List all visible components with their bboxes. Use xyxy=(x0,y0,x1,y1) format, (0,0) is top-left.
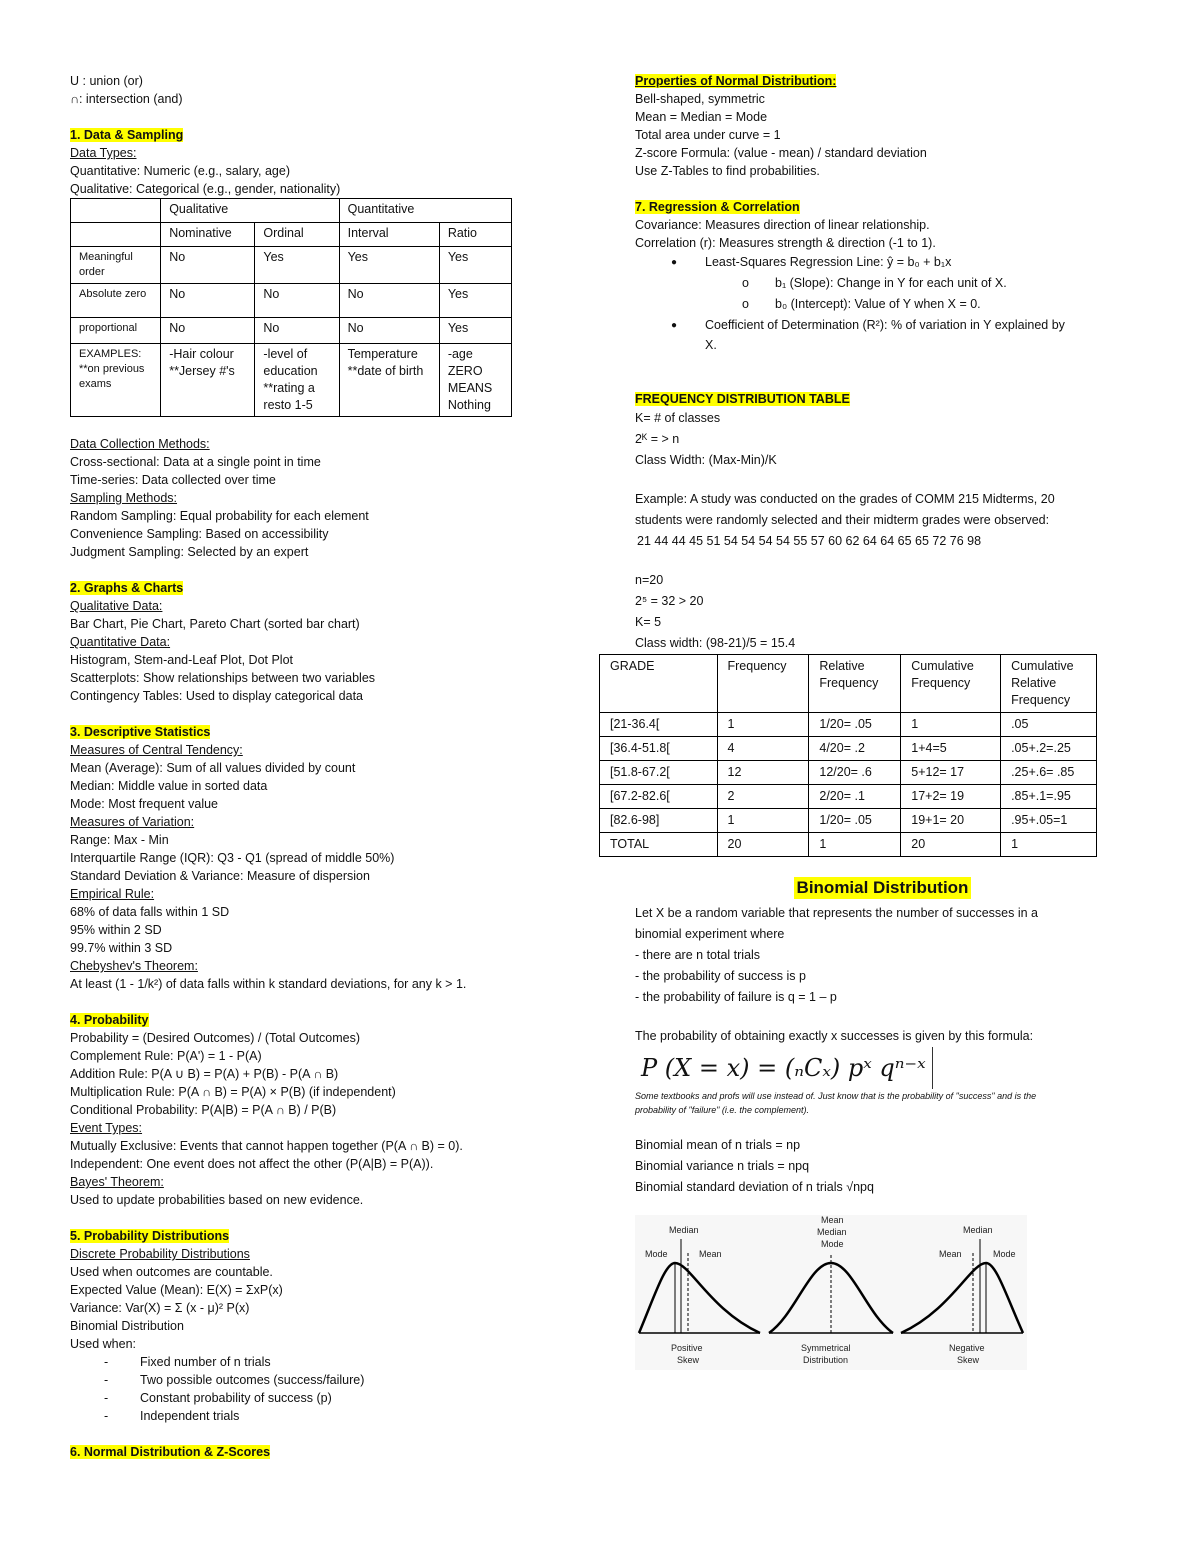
header-nominative: Nominative xyxy=(161,223,255,247)
cod-text: Coefficient of Determination (R²): % of variation in Y explained by xyxy=(705,318,1065,332)
empirical-title: Empirical Rule: xyxy=(70,887,155,901)
right-column xyxy=(610,72,1130,1198)
section-3-heading: 3. Descriptive Statistics xyxy=(70,725,211,739)
correlation-text: Correlation (r): Measures strength & direction (-1 to 1). xyxy=(635,236,936,250)
formula-intro: The probability of obtaining exactly x successes is given by this formula: xyxy=(635,1029,1034,1043)
bayes-title: Bayes' Theorem: xyxy=(70,1175,164,1189)
sampling-methods-title: Sampling Methods: xyxy=(70,491,178,505)
event-types-title: Event Types: xyxy=(70,1121,143,1135)
table-cell: Yes xyxy=(439,318,511,344)
list-item: - Constant probability of success (p) xyxy=(104,1391,332,1405)
n-value: n=20 xyxy=(635,573,664,587)
quantitative-data-title: Quantitative Data: xyxy=(70,635,171,649)
range-text: Range: Max - Min xyxy=(70,833,169,847)
binomial-variance: Binomial variance n trials = npq xyxy=(635,1159,810,1173)
conditional-probability: Conditional Probability: P(A|B) = P(A ∩ B) / P(B) xyxy=(70,1103,337,1117)
intercept-text: b₀ (Intercept): Value of Y when X = 0. xyxy=(775,297,981,311)
class-width-value: Class width: (98-21)/5 = 15.4 xyxy=(635,636,796,650)
header-ratio: Ratio xyxy=(439,223,511,247)
power-value: 2⁵ = 32 > 20 xyxy=(635,594,704,608)
table-cell: No xyxy=(339,318,439,344)
list-item: - Two possible outcomes (success/failure) xyxy=(104,1373,365,1387)
chebyshev-title: Chebyshev's Theorem: xyxy=(70,959,198,973)
time-series-text: Time-series: Data collected over time xyxy=(70,473,276,487)
symmetric-median-label: Median xyxy=(817,1227,847,1237)
quantitative-charts-text: Histogram, Stem-and-Leaf Plot, Dot Plot xyxy=(70,653,294,667)
total-area-text: Total area under curve = 1 xyxy=(635,128,781,142)
chebyshev-text: At least (1 - 1/k²) of data falls within k standard deviations, for any k > 1. xyxy=(70,977,467,991)
header-cumulative-relative-frequency: Cumulative Relative Frequency xyxy=(1001,655,1097,713)
bayes-text: Used to update probabilities based on new evidence. xyxy=(70,1193,364,1207)
binomial-title: Binomial Distribution xyxy=(794,877,972,899)
cross-sectional-text: Cross-sectional: Data at a single point in time xyxy=(70,455,321,469)
variation-title: Measures of Variation: xyxy=(70,815,195,829)
symmetric-mode-label: Mode xyxy=(821,1239,844,1249)
table-cell: No xyxy=(255,284,339,318)
section-7-heading: 7. Regression & Correlation xyxy=(635,200,800,214)
union-definition: U : union (or) xyxy=(70,74,143,88)
mean-median-mode-text: Mean = Median = Mode xyxy=(635,110,768,124)
k-value: K= 5 xyxy=(635,615,662,629)
section-1-heading: 1. Data & Sampling xyxy=(70,128,184,142)
qualitative-charts-text: Bar Chart, Pie Chart, Pareto Chart (sorted bar chart) xyxy=(70,617,360,631)
positive-mode-label: Mode xyxy=(645,1249,668,1259)
left-column xyxy=(70,72,520,1461)
list-item: - Fixed number of n trials xyxy=(104,1355,271,1369)
normal-properties-heading: Properties of Normal Distribution: xyxy=(635,74,837,88)
section-6-heading: 6. Normal Distribution & Z-Scores xyxy=(70,1445,271,1459)
qualitative-data-title: Qualitative Data: xyxy=(70,599,163,613)
class-width-formula: Class Width: (Max-Min)/K xyxy=(635,453,777,467)
condition-trials: - there are n total trials xyxy=(635,948,761,962)
scatterplots-text: Scatterplots: Show relationships between two variables xyxy=(70,671,376,685)
binomial-intro-2: binomial experiment where xyxy=(635,927,785,941)
header-ordinal: Ordinal xyxy=(255,223,339,247)
ztables-text: Use Z-Tables to find probabilities. xyxy=(635,164,820,178)
countable-text: Used when outcomes are countable. xyxy=(70,1265,273,1279)
condition-failure: - the probability of failure is q = 1 – p xyxy=(635,990,837,1004)
qualitative-definition: Qualitative: Categorical (e.g., gender, nationality) xyxy=(70,182,341,196)
section-5-heading: 5. Probability Distributions xyxy=(70,1229,230,1243)
bullet-icon: ● xyxy=(671,320,678,331)
frequency-table xyxy=(599,654,1097,857)
header-grade: GRADE xyxy=(600,655,718,713)
negative-caption: Negative xyxy=(949,1343,985,1353)
example-line-1: Example: A study was conducted on the grades of COMM 215 Midterms, 20 xyxy=(635,492,1055,506)
list-item xyxy=(635,294,1130,315)
table-cell: No xyxy=(339,284,439,318)
negative-caption-2: Skew xyxy=(957,1355,980,1365)
negative-mean-label: Mean xyxy=(939,1249,962,1259)
k-definition: K= # of classes xyxy=(635,411,721,425)
table-cell: Yes xyxy=(255,247,339,284)
table-cell: No xyxy=(255,318,339,344)
collection-methods-title: Data Collection Methods: xyxy=(70,437,210,451)
table-row xyxy=(71,247,512,284)
skewness-diagram xyxy=(635,1215,1027,1370)
random-sampling-text: Random Sampling: Equal probability for each element xyxy=(70,509,369,523)
table-row xyxy=(71,284,512,318)
negative-mode-label: Mode xyxy=(993,1249,1016,1259)
independent-text: Independent: One event does not affect the other (P(A|B) = P(A)). xyxy=(70,1157,434,1171)
table-cell: Yes xyxy=(439,247,511,284)
section-4-heading: 4. Probability xyxy=(70,1013,149,1027)
table-cell: No xyxy=(161,247,255,284)
binomial-intro-1: Let X be a random variable that represents the number of successes in a xyxy=(635,906,1039,920)
header-interval: Interval xyxy=(339,223,439,247)
judgment-sampling-text: Judgment Sampling: Selected by an expert xyxy=(70,545,309,559)
header-relative-frequency: Relative Frequency xyxy=(809,655,901,713)
sd-text: Standard Deviation & Variance: Measure of dispersion xyxy=(70,869,370,883)
convenience-sampling-text: Convenience Sampling: Based on accessibility xyxy=(70,527,329,541)
mean-text: Mean (Average): Sum of all values divided by count xyxy=(70,761,356,775)
bullet-icon: o xyxy=(742,276,749,290)
symmetric-caption: Symmetrical xyxy=(801,1343,851,1353)
cod-text-continued: X. xyxy=(705,338,717,352)
positive-median-label: Median xyxy=(669,1225,699,1235)
header-cumulative-frequency: Cumulative Frequency xyxy=(901,655,1001,713)
probability-text: Probability = (Desired Outcomes) / (Total Outcomes) xyxy=(70,1031,361,1045)
discrete-title: Discrete Probability Distributions xyxy=(70,1247,250,1261)
header-quantitative: Quantitative xyxy=(339,199,511,223)
bullet-icon: o xyxy=(742,297,749,311)
zscore-formula-text: Z-score Formula: (value - mean) / standard deviation xyxy=(635,146,927,160)
mutually-exclusive-text: Mutually Exclusive: Events that cannot happen together (P(A ∩ B) = 0). xyxy=(70,1139,463,1153)
table-cell: Temperature **date of birth xyxy=(339,344,439,417)
slope-text: b₁ (Slope): Change in Y for each unit of X. xyxy=(775,276,1007,290)
table-cell: Yes xyxy=(439,284,511,318)
mode-text: Mode: Most frequent value xyxy=(70,797,218,811)
binomial-mean: Binomial mean of n trials = np xyxy=(635,1138,801,1152)
complement-rule: Complement Rule: P(A') = 1 - P(A) xyxy=(70,1049,262,1063)
table-row xyxy=(71,318,512,344)
binomial-formula: P (X = x) = (ₙCₓ) pˣ qⁿ⁻ˣ xyxy=(635,1047,933,1089)
lsrl-text: Least-Squares Regression Line: ŷ = b₀ + b₁x xyxy=(705,255,952,269)
row-label: proportional xyxy=(71,318,161,344)
measurement-scales-table xyxy=(70,198,512,417)
binomial-sd: Binomial standard deviation of n trials √npq xyxy=(635,1180,874,1194)
expected-value-text: Expected Value (Mean): E(X) = ΣxP(x) xyxy=(70,1283,283,1297)
table-row: [82.6-98] 1 1/20= .05 19+1= 20 .95+.05=1 xyxy=(600,809,1097,833)
symmetric-mean-label: Mean xyxy=(821,1215,844,1225)
table-row: [67.2-82.6[ 2 2/20= .1 17+2= 19 .85+.1=.95 xyxy=(600,785,1097,809)
contingency-text: Contingency Tables: Used to display categorical data xyxy=(70,689,363,703)
table-cell: No xyxy=(161,318,255,344)
positive-caption: Positive xyxy=(671,1343,703,1353)
table-row: TOTAL 20 1 20 1 xyxy=(600,833,1097,857)
bell-shaped-text: Bell-shaped, symmetric xyxy=(635,92,765,106)
two-power-k-text: 2ᴷ = > n xyxy=(635,432,680,446)
table-cell: -age ZERO MEANS Nothing xyxy=(439,344,511,417)
positive-mean-label: Mean xyxy=(699,1249,722,1259)
empirical-2sd: 95% within 2 SD xyxy=(70,923,162,937)
header-frequency: Frequency xyxy=(717,655,809,713)
frequency-table-heading: FREQUENCY DISTRIBUTION TABLE xyxy=(635,392,850,406)
empirical-3sd: 99.7% within 3 SD xyxy=(70,941,173,955)
table-row xyxy=(71,344,512,417)
table-cell: -level of education **rating a resto 1-5 xyxy=(255,344,339,417)
row-label: Meaningful order xyxy=(71,247,161,284)
header-qualitative: Qualitative xyxy=(161,199,339,223)
table-row: [51.8-67.2[ 12 12/20= .6 5+12= 17 .25+.6= .85 xyxy=(600,761,1097,785)
textbook-note-1: Some textbooks and profs will use instead of. Just know that is the probability of "success" and is the xyxy=(635,1091,1037,1101)
list-item xyxy=(635,252,1130,273)
multiplication-rule: Multiplication Rule: P(A ∩ B) = P(A) × P(B) (if independent) xyxy=(70,1085,396,1099)
table-row: [36.4-51.8[ 4 4/20= .2 1+4=5 .05+.2=.25 xyxy=(600,737,1097,761)
data-types-title: Data Types: xyxy=(70,146,137,160)
symmetric-caption-2: Distribution xyxy=(803,1355,849,1365)
positive-caption-2: Skew xyxy=(677,1355,700,1365)
textbook-note-2: probability of "failure" (i.e. the complement). xyxy=(635,1105,809,1115)
negative-median-label: Median xyxy=(963,1225,993,1235)
example-line-2: students were randomly selected and their midterm grades were observed: xyxy=(635,513,1050,527)
row-label: EXAMPLES: **on previous exams xyxy=(71,344,161,417)
intersection-definition: ∩: intersection (and) xyxy=(70,92,183,106)
section-2-heading: 2. Graphs & Charts xyxy=(70,581,184,595)
list-item: - Independent trials xyxy=(104,1409,240,1423)
median-text: Median: Middle value in sorted data xyxy=(70,779,268,793)
bullet-icon: ● xyxy=(671,257,678,268)
quantitative-definition: Quantitative: Numeric (e.g., salary, age) xyxy=(70,164,290,178)
central-tendency-title: Measures of Central Tendency: xyxy=(70,743,243,757)
table-cell: Yes xyxy=(339,247,439,284)
variance-text: Variance: Var(X) = Σ (x - μ)² P(x) xyxy=(70,1301,250,1315)
binomial-text: Binomial Distribution xyxy=(70,1319,184,1333)
table-row: [21-36.4[ 1 1/20= .05 1 .05 xyxy=(600,713,1097,737)
table-cell: -Hair colour **Jersey #'s xyxy=(161,344,255,417)
table-cell: No xyxy=(161,284,255,318)
list-item xyxy=(635,273,1130,294)
addition-rule: Addition Rule: P(A ∪ B) = P(A) + P(B) - P(A ∩ B) xyxy=(70,1067,339,1081)
empirical-1sd: 68% of data falls within 1 SD xyxy=(70,905,230,919)
used-when-text: Used when: xyxy=(70,1337,137,1351)
list-item xyxy=(635,315,1130,336)
condition-success: - the probability of success is p xyxy=(635,969,806,983)
row-label: Absolute zero xyxy=(71,284,161,318)
grades-list: 21 44 44 45 51 54 54 54 54 55 57 60 62 64 64 65 65 72 76 98 xyxy=(637,534,982,548)
covariance-text: Covariance: Measures direction of linear relationship. xyxy=(635,218,930,232)
iqr-text: Interquartile Range (IQR): Q3 - Q1 (spread of middle 50%) xyxy=(70,851,395,865)
